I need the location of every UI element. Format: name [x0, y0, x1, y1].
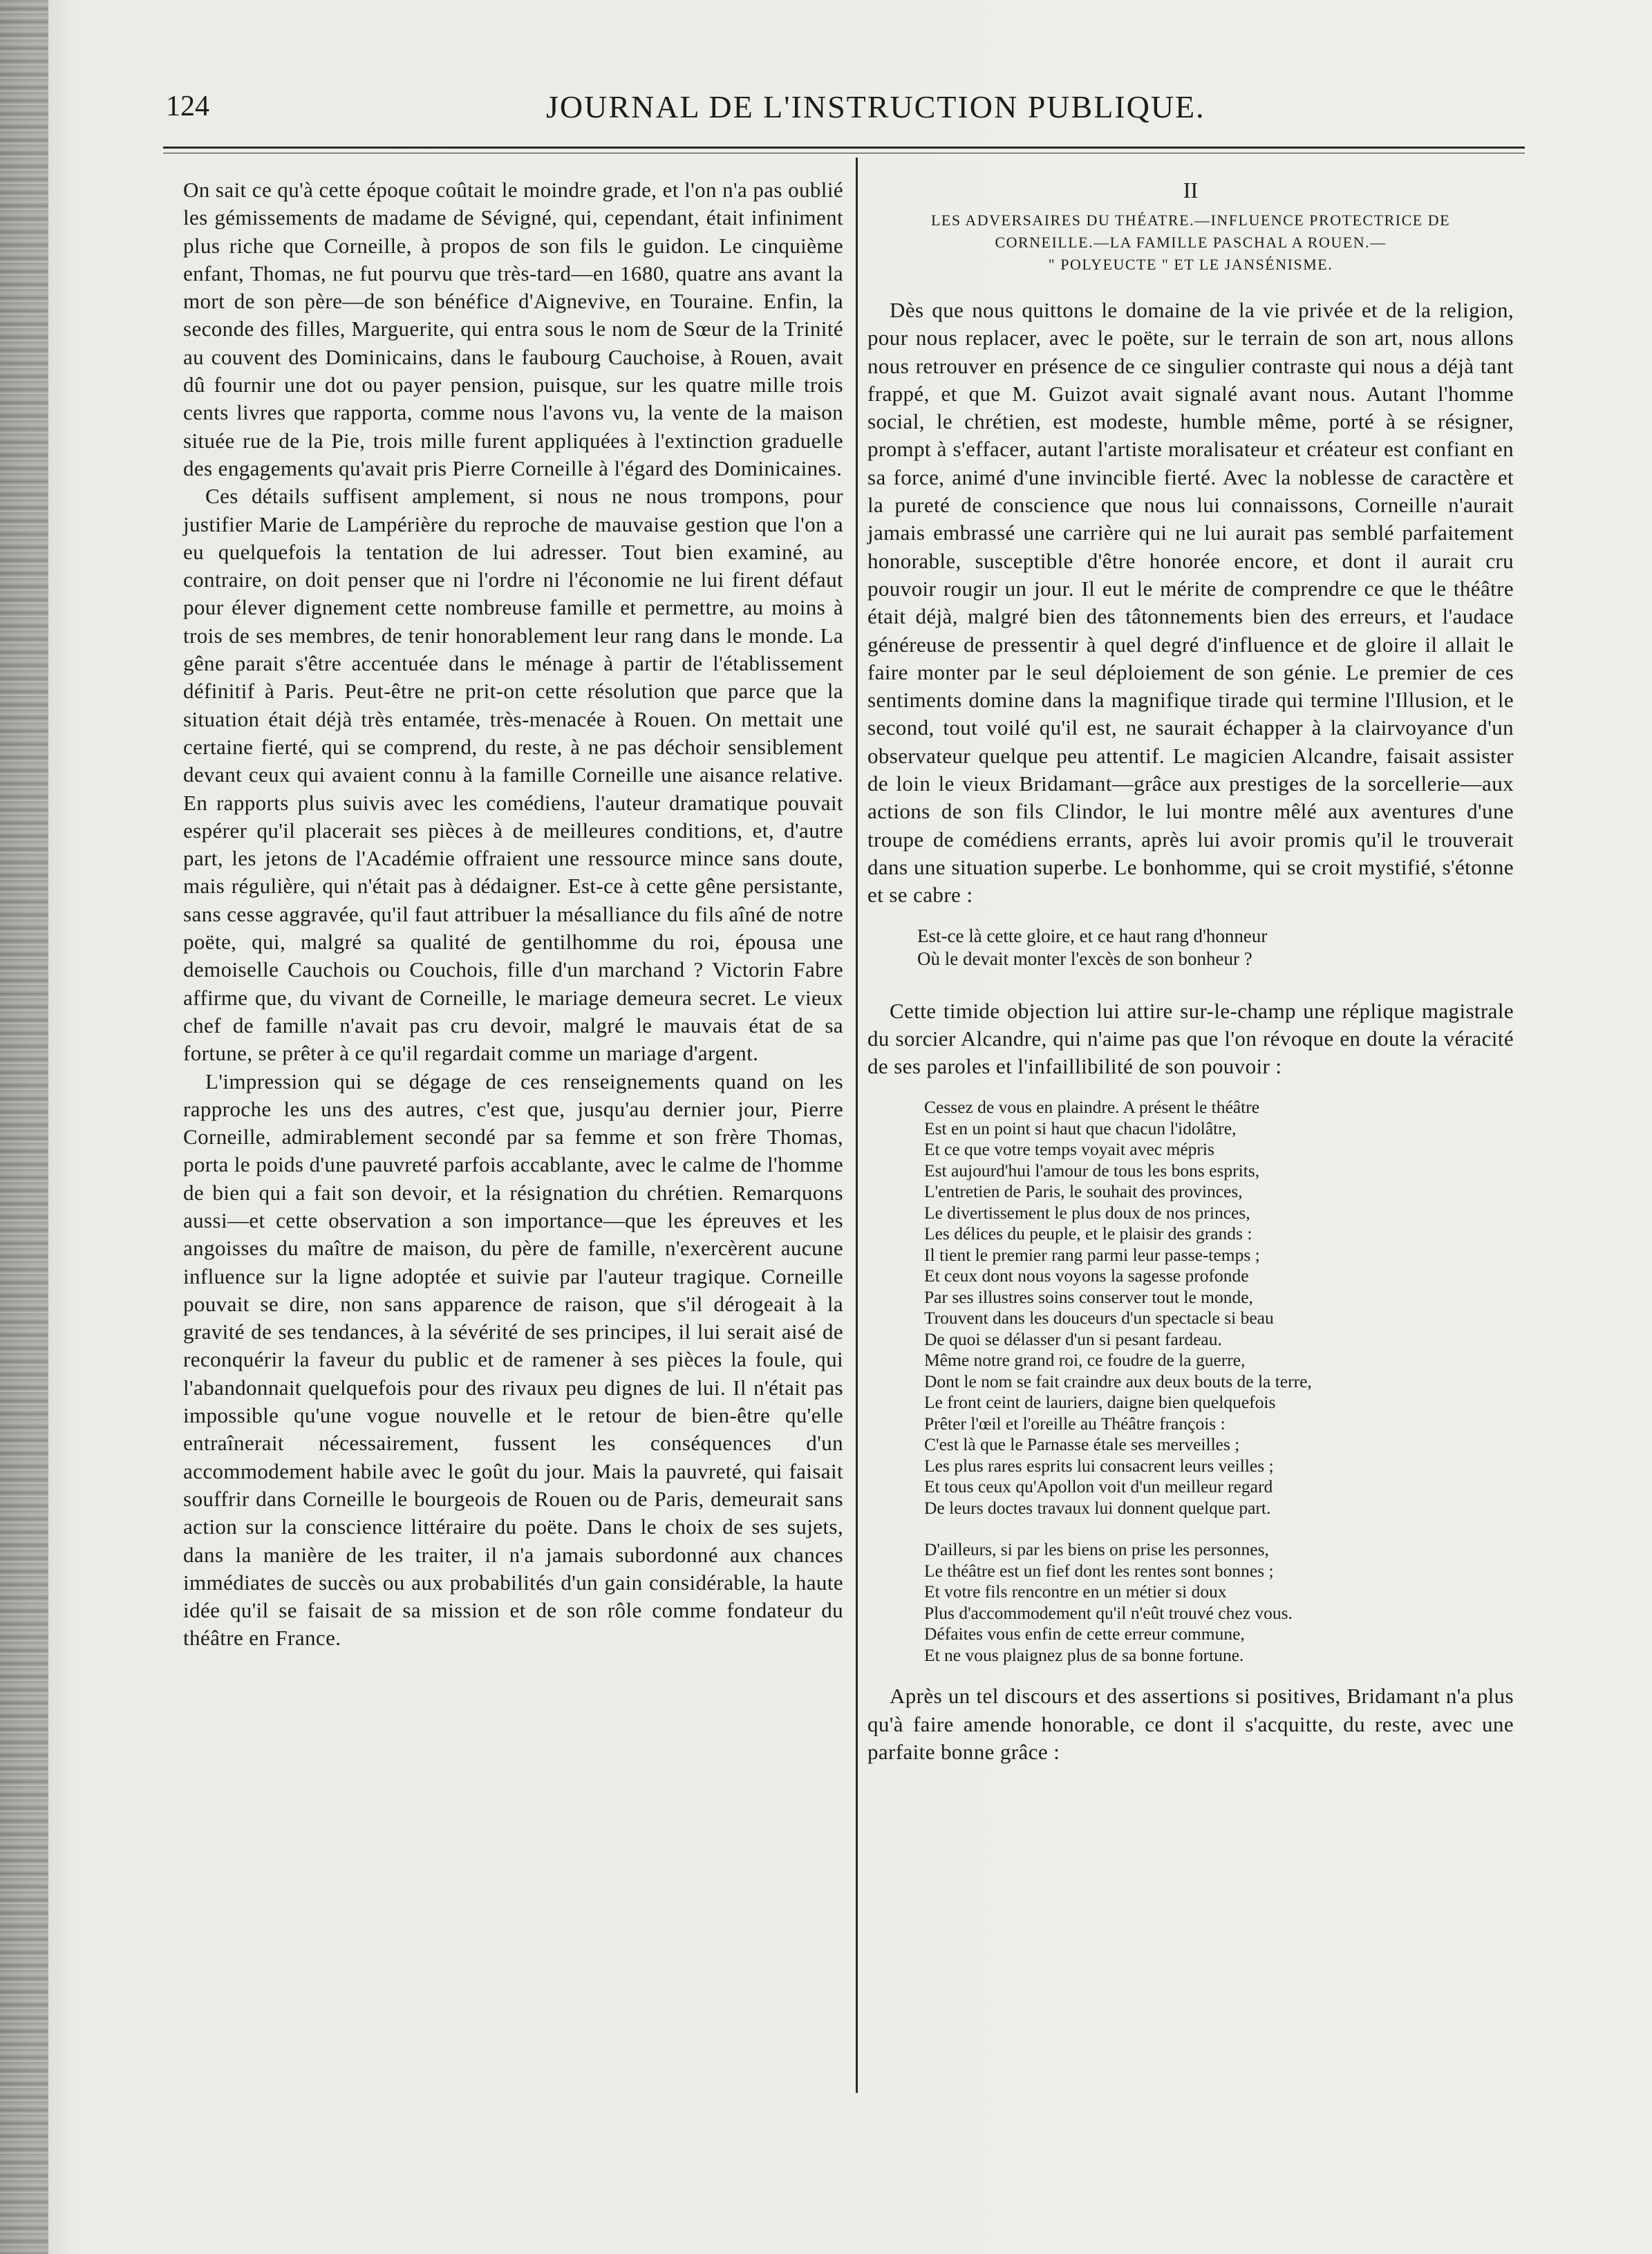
- verse-quote: [917, 925, 1514, 971]
- poem-line: Cessez de vous en plaindre. A présent le théâtre: [924, 1097, 1260, 1118]
- poem-line: Le front ceint de lauriers, daigne bien quelquefois: [924, 1392, 1276, 1413]
- poem-line: De quoi se délasser d'un si pesant fardeau.: [924, 1328, 1222, 1349]
- section-number: II: [1183, 178, 1199, 203]
- left-paragraph-3: L'impression qui se dégage de ces renseignements quand on les rapproche les uns des autres, c'est que, jusqu'au dernier jour, Pierre Corneille, admirablement secondé par sa femme et son frère Thomas, porta le poids d'une pauvreté parfois accablante, avec le calme de l'homme de bien qui a fait son devoir, et la résignation du chrétien. Remarquons aussi—et cette observation a son importance—que les épreuves et les angoisses du maître de maison, du père de famille, n'exercèrent aucune influence sur la ligne adoptée et suivie par l'auteur tragique. Corneille pouvait se dire, non sans apparence de raison, que s'il dérogeait à la gravité de ses tendances, à la sévérité de ses principes, il lui serait aisé de reconquérir la faveur du public et de ramener à ses pièces la foule, qui l'abandonnait quelquefois pour des rivaux peu dignes de lui. Il n'était pas impossible qu'une vogue nouvelle et le retour de bien-être qu'elle entraînerait nécessairement, fussent les conséquences d'un accommodement habile avec le goût du jour. Mais la pauvreté, qui faisait souffrir dans Corneille le bourgeois de Rouen ou de Paris, demeurait sans action sur la conscience littéraire du poëte. Dans le choix de ses sujets, dans la manière de les traiter, il n'a jamais subordonné aux chances immédiates de succès ou aux probabilités d'un gain considérable, la haute idée qu'il se faisait de sa mission et de son rôle comme fondateur du théâtre en France.: [183, 1069, 843, 1651]
- right-column: [867, 176, 1514, 1766]
- poem-line: De leurs doctes travaux lui donnent quelque part.: [924, 1497, 1271, 1518]
- poem-line: Défaites vous enfin de cette erreur commune,: [924, 1624, 1245, 1644]
- poem-line: Par ses illustres soins conserver tout le monde,: [924, 1286, 1253, 1307]
- section-heading-line: " POLYEUCTE " ET LE JANSÉNISME.: [1048, 256, 1333, 273]
- poem-line: Le théâtre est un fief dont les rentes sont bonnes ;: [924, 1560, 1274, 1581]
- column-divider: [856, 158, 858, 2093]
- right-paragraph-2: Cette timide objection lui attire sur-le-champ une réplique magistrale du sorcier Alcandre, qui n'aime pas que l'on révoque en doute la véracité de ses paroles et l'infaillibilité de son pouvoir :: [867, 998, 1514, 1079]
- stanza-break: [924, 1519, 1514, 1539]
- poem-line: Les délices du peuple, et le plaisir des grands :: [924, 1223, 1252, 1244]
- section-heading-line: CORNEILLE.—LA FAMILLE PASCHAL A ROUEN.—: [995, 234, 1387, 251]
- poem-line: Il tient le premier rang parmi leur passe-temps ;: [924, 1244, 1260, 1265]
- poem-line: Trouvent dans les douceurs d'un spectacle si beau: [924, 1308, 1274, 1328]
- poem-line: L'entretien de Paris, le souhait des provinces,: [924, 1181, 1243, 1202]
- right-paragraph-1: Dès que nous quittons le domaine de la vie privée et de la religion, pour nous replacer, avec le poëte, sur le terrain de son art, nous allons nous retrouver en présence de ce singulier contraste qui nous a déjà tant frappé, et que M. Guizot avait signalé avant nous. Autant l'homme social, le chrétien, est modeste, humble même, porté à se résigner, prompt à s'effacer, autant l'artiste moralisateur et créateur est confiant en sa force, animé d'une invincible fierté. Avec la noblesse de caractère et la pureté de conscience que nous lui connaissons, Corneille n'aurait jamais embrassé une carrière qui ne lui aurait pas semblé parfaitement honorable, susceptible d'être honorée encore, et dont il aurait cru pouvoir rougir un jour. Il eut le mérite de comprendre ce que le théâtre était déjà, malgré bien des tâtonnements bien des erreurs, et l'audace généreuse de pressentir à quel degré d'influence et de gloire il allait le faire monter par le seul déploiement de son génie. Le premier de ces sentiments domine dans la magnifique tirade qui termine l'Illusion, et le second, tout voilé qu'il est, ne saurait échapper à la clairvoyance d'un observateur quelque peu attentif. Le magicien Alcandre, faisait assister de loin le vieux Bridamant—grâce aux prestiges de la sorcellerie—aux actions de son fils Clindor, le lui montre mêlé aux aventures d'une troupe de comédiens errants, après lui avoir promis qu'il le trouverait dans une situation superbe. Le bonhomme, qui se croit mystifié, s'étonne et se cabre :: [867, 298, 1514, 908]
- page-edge-shadow: [0, 0, 48, 2254]
- poem-line: Et ce que votre temps voyait avec mépris: [924, 1139, 1214, 1160]
- right-paragraph-3: Après un tel discours et des assertions si positives, Bridamant n'a plus qu'à faire amende honorable, ce dont il s'acquitte, du reste, avec une parfaite bonne grâce :: [867, 1684, 1514, 1765]
- left-paragraph-1: On sait ce qu'à cette époque coûtait le moindre grade, et l'on n'a pas oublié les gémissements de madame de Sévigné, qui, cependant, était infiniment plus riche que Corneille, à propos de son fils le guidon. Le cinquième enfant, Thomas, ne fut pourvu que très-tard—en 1680, quatre ans avant la mort de son père—de son bénéfice d'Aignevive, en Touraine. Enfin, la seconde des filles, Marguerite, qui entra sous le nom de Sœur de la Trinité au couvent des Dominicains, dans le faubourg Cauchoise, à Rouen, avait dû fournir une dot ou payer pension, puisque, sur les quatre mille trois cents livres que rapporta, comme nous l'avons vu, la vente de la maison située rue de la Pie, trois mille furent appliquées à l'extinction graduelle des engagements qu'avait pris Pierre Corneille à l'égard des Dominicaines.: [183, 178, 843, 480]
- poem-line: Les plus rares esprits lui consacrent leurs veilles ;: [924, 1455, 1274, 1476]
- poem-line: Et ne vous plaignez plus de sa bonne fortune.: [924, 1644, 1244, 1665]
- poem: [924, 1097, 1514, 1666]
- poem-line: Est en un point si haut que chacun l'idolâtre,: [924, 1118, 1237, 1138]
- poem-line: Le divertissement le plus doux de nos princes,: [924, 1202, 1250, 1223]
- poem-line: Et votre fils rencontre en un métier si doux: [924, 1581, 1227, 1602]
- poem-line: Prêter l'œil et l'oreille au Théâtre françois :: [924, 1413, 1226, 1434]
- poem-line: Et ceux dont nous voyons la sagesse profonde: [924, 1266, 1249, 1286]
- page-header: [166, 88, 1521, 144]
- poem-line: Et tous ceux qu'Apollon voit d'un meilleur regard: [924, 1476, 1273, 1497]
- section-heading: [867, 209, 1514, 276]
- poem-line: Même notre grand roi, ce foudre de la guerre,: [924, 1350, 1246, 1371]
- page-number: 124: [166, 91, 209, 122]
- verse-line: Est-ce là cette gloire, et ce haut rang d'honneur: [917, 925, 1268, 946]
- poem-line: D'ailleurs, si par les biens on prise les personnes,: [924, 1539, 1269, 1560]
- poem-line: Plus d'accommodement qu'il n'eût trouvé chez vous.: [924, 1602, 1293, 1623]
- verse-line: Où le devait monter l'excès de son bonheur ?: [917, 948, 1252, 970]
- poem-line: C'est là que le Parnasse étale ses merveilles ;: [924, 1434, 1240, 1455]
- section-heading-line: LES ADVERSAIRES DU THÉATRE.—INFLUENCE PROTECTRICE DE: [930, 212, 1451, 229]
- left-paragraph-2: Ces détails suffisent amplement, si nous ne nous trompons, pour justifier Marie de Lampérière du reproche de mauvaise gestion que l'on a eu quelquefois la tentation de lui adresser. Tout bien examiné, au contraire, on doit penser que ni l'ordre ni l'économie ne lui firent défaut pour élever dignement cette nombreuse famille et permettre, au moins à trois de ses membres, de tenir honorablement leur rang dans le monde. La gêne parait s'être accentuée dans le ménage à partir de l'établissement définitif à Paris. Peut-être ne prit-on cette résolution que parce que la situation était déjà très entamée, très-menacée à Rouen. On mettait une certaine fierté, qui se comprend, du reste, à ne pas déchoir sensiblement devant ceux qui avaient connu à la famille Corneille une aisance relative. En rapports plus suivis avec les comédiens, l'auteur dramatique pouvait espérer qu'il placerait ses pièces à de meilleures conditions, et, d'autre part, les jetons de l'Académie offraient une ressource mince sans doute, mais régulière, qui n'était pas à dédaigner. Est-ce à cette gêne persistante, sans cesse aggravée, qu'il faut attribuer la mésalliance du fils aîné de notre poëte, qui, malgré sa qualité de gentilhomme du roi, épousa une demoiselle Cauchois ou Couchois, fille d'un marchand ? Victorin Fabre affirme que, du vivant de Corneille, le mariage demeura secret. Le vieux chef de famille n'avait pas cru devoir, malgré le mauvais état de sa fortune, se prêter à ce qu'il regardait comme un mariage d'argent.: [183, 484, 843, 1066]
- left-column: [183, 176, 843, 1653]
- header-rule: [163, 147, 1525, 153]
- poem-line: Est aujourd'hui l'amour de tous les bons esprits,: [924, 1160, 1260, 1181]
- poem-line: Dont le nom se fait craindre aux deux bouts de la terre,: [924, 1371, 1312, 1391]
- journal-title: JOURNAL DE L'INSTRUCTION PUBLIQUE.: [546, 89, 1205, 124]
